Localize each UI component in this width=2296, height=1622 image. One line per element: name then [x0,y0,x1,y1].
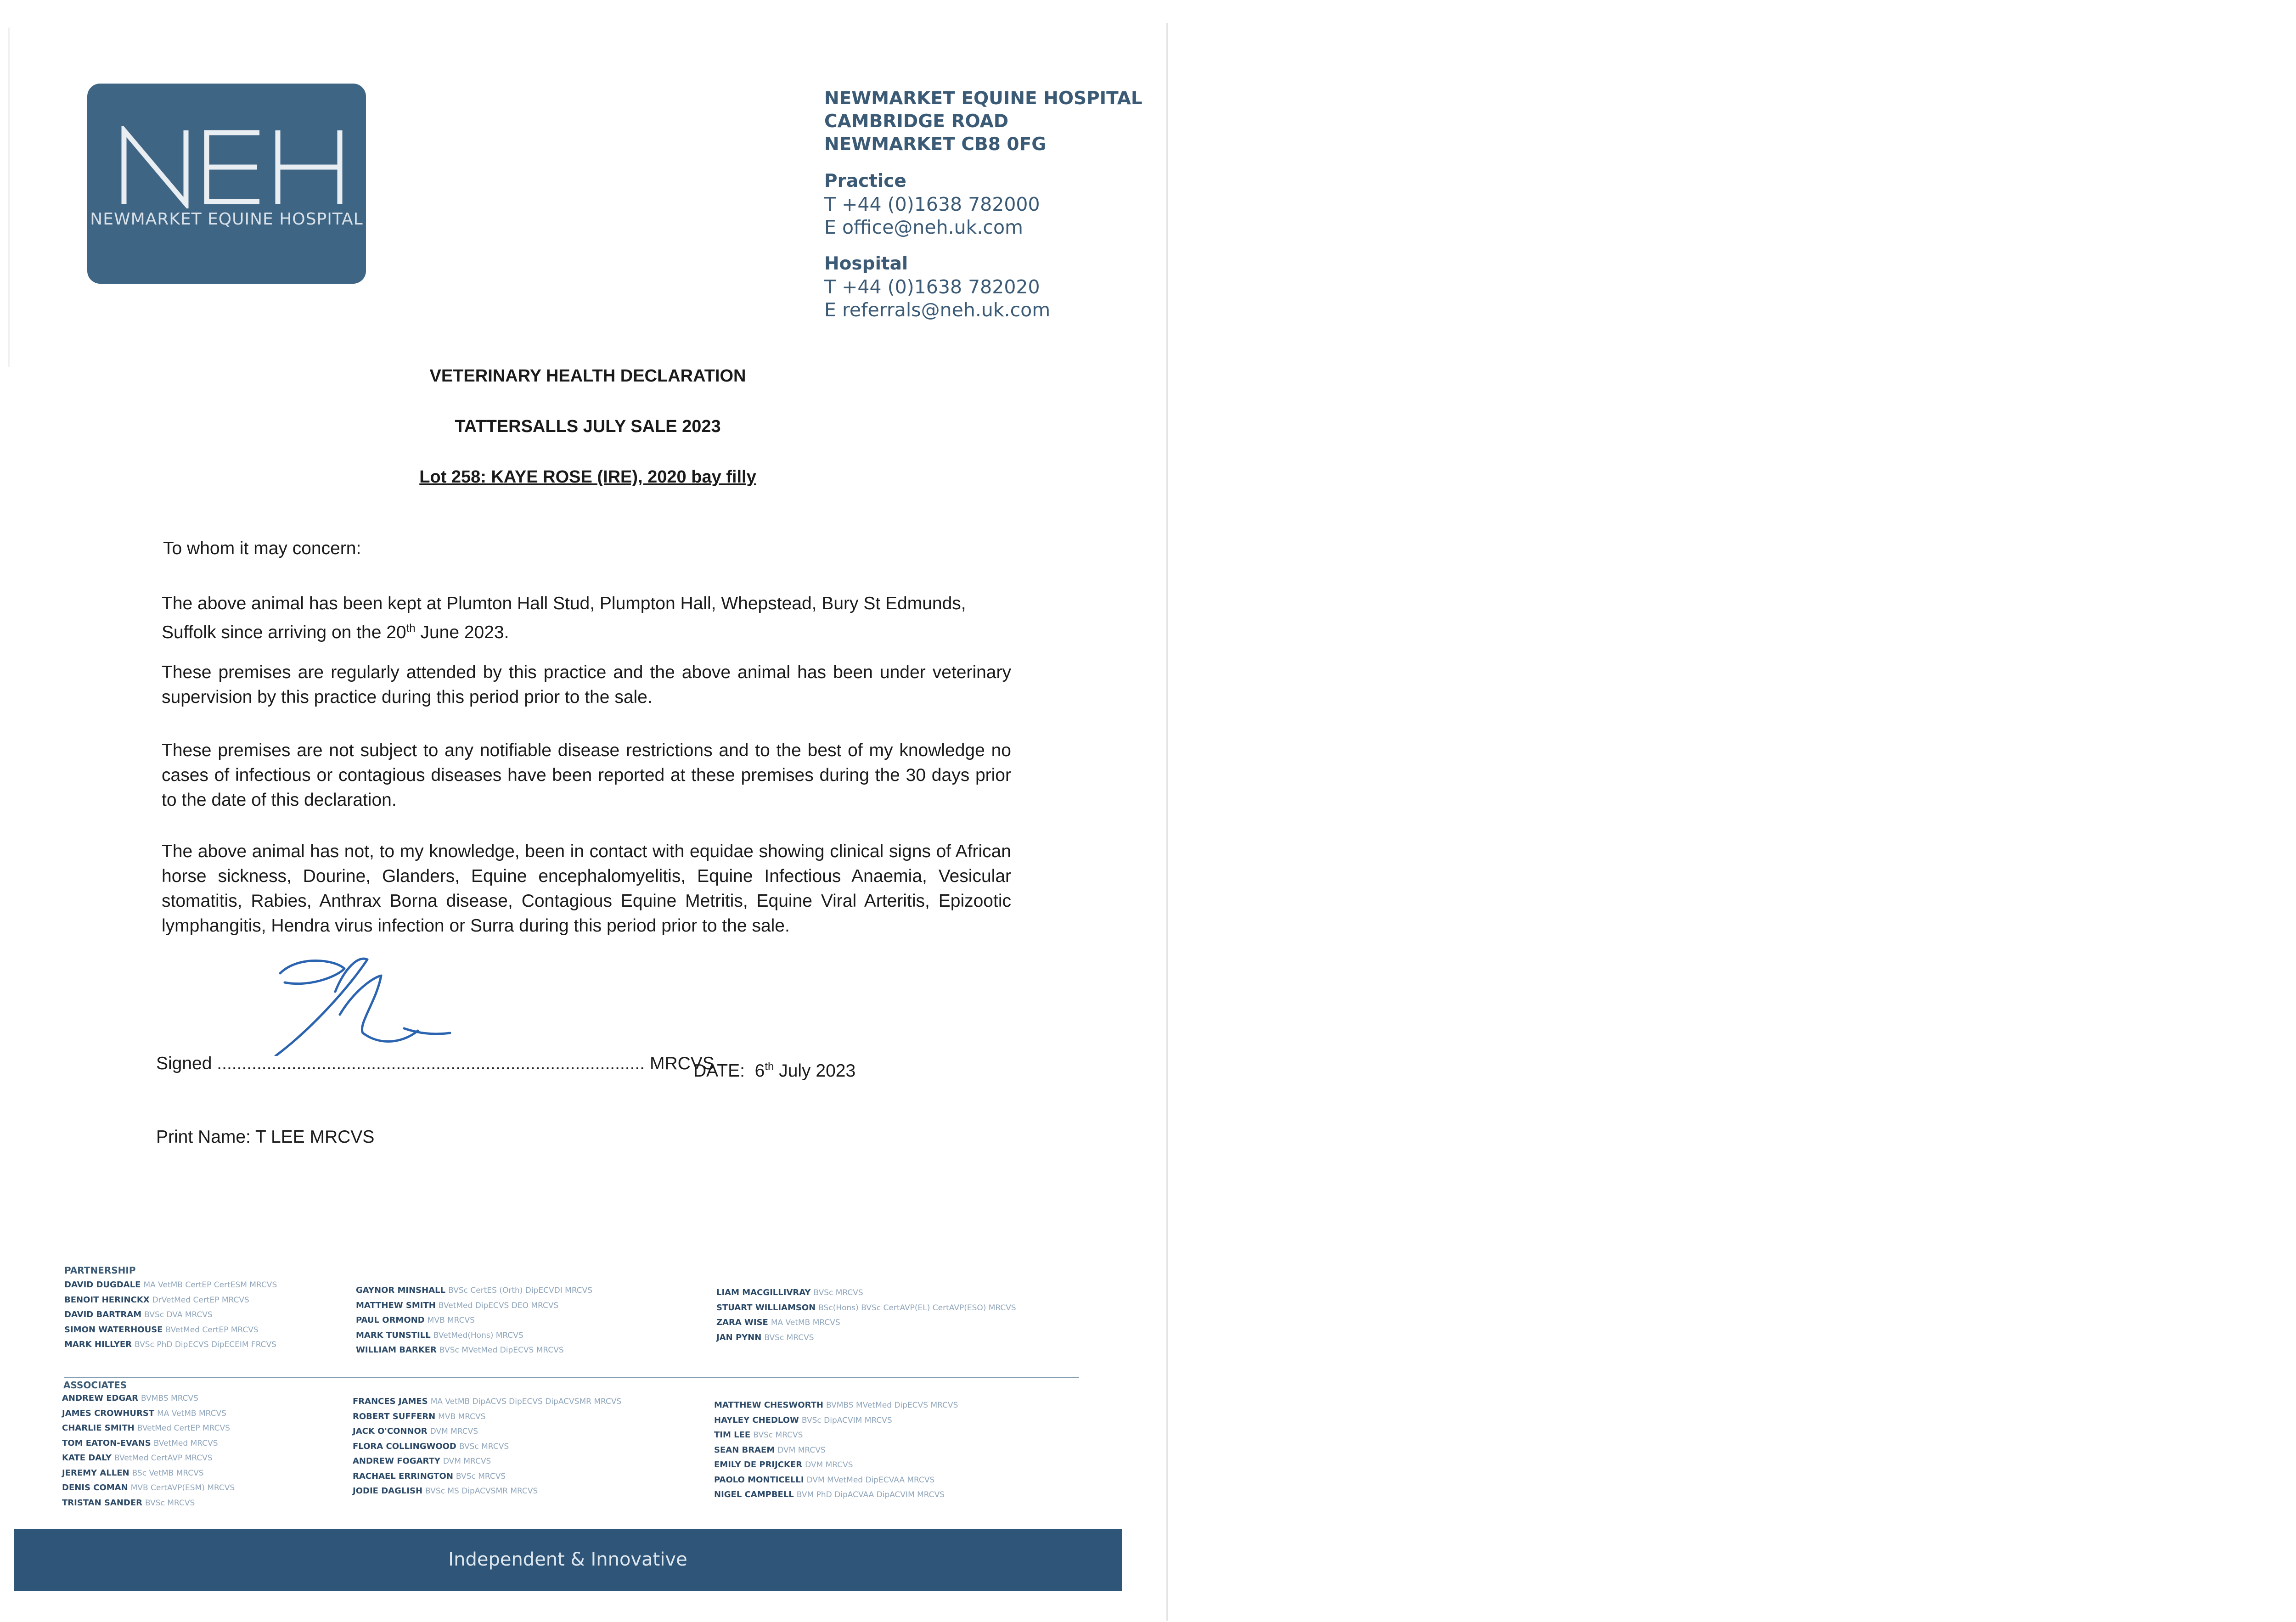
staff-qualifications: BVMBS MRCVS [141,1394,198,1403]
staff-qualifications: BVSc DipACVIM MRCVS [801,1415,892,1425]
staff-member [356,1313,592,1328]
staff-member [356,1328,592,1343]
practice-label: Practice [824,171,906,191]
staff-member [353,1469,621,1484]
staff-member [64,1293,277,1308]
handwritten-signature [266,950,478,1056]
staff-name: KATE DALY [62,1453,112,1463]
staff-qualifications: BVetMed DipECVS DEO MRCVS [438,1301,559,1310]
staff-qualifications: BSc VetMB MRCVS [132,1468,204,1478]
staff-divider [64,1377,1079,1378]
staff-name: JACK O'CONNOR [353,1426,428,1436]
staff-name: HAYLEY CHEDLOW [714,1415,799,1425]
staff-name: TIM LEE [714,1430,751,1440]
staff-name: MATTHEW CHESWORTH [714,1400,823,1410]
staff-member [356,1283,592,1298]
associates-column-3 [714,1398,958,1503]
paragraph-contact: The above animal has not, to my knowledge, been in contact with equidae showing clinical signs of African horse sickness, Dourine, Glanders, Equine encephalomyelitis, Equine Infectious Anaemia, Vesicular stomatitis, Rabies, Anthrax Borna disease, Contagious Equine Metritis, Equine Viral Arteritis, Epizootic lymphangitis, Hendra virus infection or Surra during this period prior to the sale. [162,842,1011,936]
staff-member [714,1473,958,1488]
address-street: CAMBRIDGE ROAD [824,111,1009,132]
staff-qualifications: DVM MRCVS [430,1427,478,1436]
address-town: NEWMARKET CB8 0FG [824,134,1047,155]
staff-qualifications: BVSc MRCVS [459,1442,509,1451]
paragraph-supervision: These premises are regularly attended by this practice and the above animal has been under veterinary supervision by this practice during this period prior to the sale. [162,662,1011,707]
staff-qualifications: BVSc MRCVS [813,1288,863,1297]
staff-name: FRANCES JAMES [353,1397,428,1406]
associates-heading: ASSOCIATES [63,1380,127,1391]
staff-member [62,1466,235,1481]
staff-name: ZARA WISE [716,1318,768,1327]
staff-member [716,1330,1016,1346]
staff-member [716,1285,1016,1301]
staff-name: WILLIAM BARKER [356,1345,437,1355]
staff-name: SEAN BRAEM [714,1445,775,1455]
staff-qualifications: MVB CertAVP(ESM) MRCVS [130,1483,235,1493]
staff-qualifications: DVM MRCVS [443,1457,491,1466]
staff-qualifications: DVM MRCVS [805,1460,853,1470]
staff-qualifications: BVSc CertES (Orth) DipECVDI MRCVS [448,1286,593,1295]
staff-member [62,1421,235,1436]
staff-name: TRISTAN SANDER [62,1498,142,1508]
staff-member [714,1443,958,1458]
staff-qualifications: BVetMed(Hons) MRCVS [433,1330,523,1340]
associates-column-2 [353,1394,621,1499]
staff-qualifications: MA VetMB DipACVS DipECVS DipACVSMR MRCVS [430,1397,622,1406]
staff-member [62,1496,235,1511]
staff-name: ANDREW FOGARTY [353,1456,440,1466]
lot-heading: Lot 258: KAYE ROSE (IRE), 2020 bay filly [419,467,756,487]
staff-qualifications: MVB MRCVS [438,1412,486,1421]
staff-qualifications: MA VetMB MRCVS [771,1318,840,1327]
paragraph-premises-line1: The above animal has been kept at Plumton Hall Stud, Plumpton Hall, Whepstead, Bury St Edmunds, [162,594,966,613]
logo-subtitle: NEWMARKET EQUINE HOSPITAL [90,210,363,229]
print-name: Print Name: T LEE MRCVS [156,1127,375,1147]
staff-qualifications: MVB MRCVS [427,1316,475,1325]
staff-name: FLORA COLLINGWOOD [353,1441,456,1451]
staff-member [353,1394,621,1409]
staff-member [64,1323,277,1338]
staff-member [353,1424,621,1439]
neh-logo-mark [106,126,348,208]
staff-name: PAUL ORMOND [356,1315,425,1325]
staff-name: ANDREW EDGAR [62,1393,139,1403]
staff-member [64,1278,277,1293]
staff-qualifications: BVetMed CertEP MRCVS [137,1424,230,1433]
staff-name: MATTHEW SMITH [356,1300,436,1310]
staff-qualifications: DVM MVetMed DipECVAA MRCVS [806,1475,935,1485]
staff-member [714,1413,958,1428]
hospital-label: Hospital [824,253,908,274]
staff-member [714,1458,958,1473]
staff-member [356,1298,592,1313]
hospital-phone: T +44 (0)1638 782020 [824,276,1040,298]
staff-name: DAVID DUGDALE [64,1280,141,1290]
staff-member [714,1398,958,1413]
staff-name: PAOLO MONTICELLI [714,1475,804,1485]
address-block [824,87,1142,321]
neh-logo [87,84,366,284]
staff-member [716,1301,1016,1316]
staff-qualifications: BVSc MRCVS [145,1498,195,1508]
staff-qualifications: DrVetMed CertEP MRCVS [152,1295,249,1305]
staff-member [714,1487,958,1503]
staff-member [716,1315,1016,1330]
paragraph-premises [162,591,1011,645]
partners-column-3 [716,1285,1016,1345]
signed-line: Signed ...................................................................................... MRCVS [156,1054,715,1073]
staff-member [64,1308,277,1323]
staff-name: ROBERT SUFFERN [353,1411,436,1421]
staff-name: DAVID BARTRAM [64,1310,142,1319]
page-edge-left [8,28,10,367]
staff-member [62,1391,235,1406]
page-edge [1166,23,1168,1621]
staff-name: CHARLIE SMITH [62,1423,135,1433]
staff-qualifications: BVetMed CertEP MRCVS [165,1325,259,1335]
staff-member [714,1428,958,1443]
staff-name: JAN PYNN [716,1332,762,1342]
staff-name: MARK HILLYER [64,1340,132,1349]
staff-qualifications: BVSc MVetMed DipECVS MRCVS [439,1346,564,1355]
partners-column-2 [356,1283,592,1358]
staff-member [64,1337,277,1353]
practice-email: E office@neh.uk.com [824,216,1023,238]
staff-qualifications: BVSc PhD DipECVS DipECEIM FRCVS [135,1340,276,1349]
staff-member [62,1406,235,1421]
staff-name: BENOIT HERINCKX [64,1295,150,1305]
staff-name: EMILY DE PRIJCKER [714,1460,803,1470]
partners-column-1 [64,1278,277,1353]
staff-qualifications: BVSc MRCVS [753,1431,803,1440]
staff-qualifications: MA VetMB CertEP CertESM MRCVS [143,1280,277,1290]
staff-member [62,1451,235,1466]
staff-name: GAYNOR MINSHALL [356,1285,446,1295]
staff-name: DENIS COMAN [62,1483,128,1493]
staff-qualifications: BVSc MRCVS [456,1471,506,1481]
hospital-email: E referrals@neh.uk.com [824,299,1051,321]
staff-name: JODIE DAGLISH [353,1486,423,1496]
staff-qualifications: BVM PhD DipACVAA DipACVIM MRCVS [796,1490,945,1499]
staff-member [353,1454,621,1469]
staff-name: STUART WILLIAMSON [716,1302,816,1313]
document-title: VETERINARY HEALTH DECLARATION [429,366,746,386]
paragraph-premises-line2: Suffolk since arriving on the 20th June 2023. [162,622,509,642]
staff-name: LIAM MACGILLIVRAY [716,1288,811,1297]
staff-qualifications: BVSc DVA MRCVS [144,1310,213,1319]
staff-name: MARK TUNSTILL [356,1330,431,1340]
hospital-name: NEWMARKET EQUINE HOSPITAL [824,88,1142,109]
staff-name: TOM EATON-EVANS [62,1438,151,1448]
staff-qualifications: BVetMed CertAVP MRCVS [114,1454,213,1463]
staff-qualifications: BVSc MS DipACVSMR MRCVS [425,1487,538,1496]
staff-name: SIMON WATERHOUSE [64,1325,163,1335]
declaration-date: DATE: 6th July 2023 [693,1061,856,1081]
staff-name: JEREMY ALLEN [62,1468,129,1478]
associates-column-1 [62,1391,235,1510]
staff-name: NIGEL CAMPBELL [714,1490,794,1499]
staff-name: RACHAEL ERRINGTON [353,1471,453,1481]
staff-qualifications: MA VetMB MRCVS [157,1409,226,1418]
staff-qualifications: DVM MRCVS [777,1445,826,1455]
staff-qualifications: BVMBS MVetMed DipECVS MRCVS [826,1401,958,1410]
staff-member [353,1439,621,1454]
staff-member [353,1484,621,1499]
salutation: To whom it may concern: [163,539,361,558]
footer-tagline-bar: Independent & Innovative [14,1529,1122,1591]
sale-heading: TATTERSALLS JULY SALE 2023 [455,417,721,436]
staff-member [356,1343,592,1358]
staff-qualifications: BVetMed MRCVS [153,1438,218,1448]
staff-member [62,1436,235,1451]
staff-qualifications: BSc(Hons) BVSc CertAVP(EL) CertAVP(ESO) MRCVS [818,1303,1016,1313]
practice-phone: T +44 (0)1638 782000 [824,193,1040,215]
staff-qualifications: BVSc MRCVS [764,1333,814,1342]
staff-name: JAMES CROWHURST [62,1408,155,1418]
partnership-heading: PARTNERSHIP [64,1265,136,1276]
paragraph-restrictions: These premises are not subject to any notifiable disease restrictions and to the best of my knowledge no cases of infectious or contagious diseases have been reported at these premises during the 30 days prior to the date of this declaration. [162,741,1011,810]
staff-member [62,1481,235,1496]
staff-member [353,1409,621,1425]
